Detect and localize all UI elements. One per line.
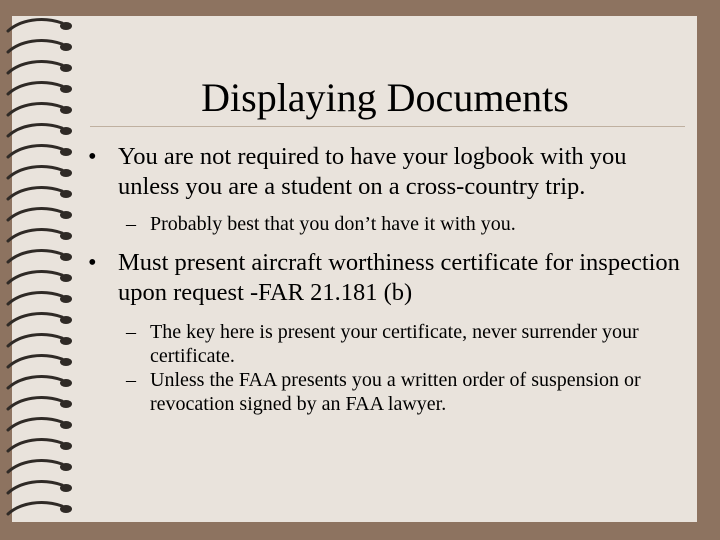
spiral-ring bbox=[8, 41, 62, 52]
sub-bullet-marker: – bbox=[126, 321, 136, 343]
spiral-hole bbox=[60, 463, 72, 471]
sub-bullet-text: Unless the FAA presents you a written order of suspension or revocation signed by an FAA lawyer. bbox=[150, 369, 641, 415]
spiral-ring bbox=[8, 83, 62, 94]
slide-title: Displaying Documents bbox=[201, 75, 569, 120]
spiral-hole bbox=[60, 274, 72, 282]
spiral-hole bbox=[60, 211, 72, 219]
spiral-ring bbox=[8, 272, 62, 283]
spiral-hole bbox=[60, 169, 72, 177]
spiral-ring bbox=[8, 20, 62, 31]
bullet-text: You are not required to have your logbook with you unless you are a student on a cross-country trip. bbox=[118, 143, 627, 200]
spiral-hole bbox=[60, 484, 72, 492]
spiral-ring bbox=[8, 314, 62, 325]
spiral-hole bbox=[60, 22, 72, 30]
spiral-ring bbox=[8, 419, 62, 430]
spiral-ring bbox=[8, 104, 62, 115]
spiral-ring bbox=[8, 230, 62, 241]
spiral-hole bbox=[60, 505, 72, 513]
spiral-hole bbox=[60, 358, 72, 366]
spiral-hole bbox=[60, 64, 72, 72]
bullet-marker: • bbox=[88, 143, 97, 170]
spiral-ring bbox=[8, 251, 62, 262]
bullet-item bbox=[88, 248, 688, 308]
spiral-hole bbox=[60, 106, 72, 114]
sub-bullet-marker: – bbox=[126, 369, 136, 391]
spiral-ring bbox=[8, 167, 62, 178]
spiral-ring bbox=[8, 188, 62, 199]
spiral-ring bbox=[8, 125, 62, 136]
spiral-binding-icon bbox=[0, 0, 90, 540]
sub-bullet-item bbox=[88, 368, 688, 416]
spiral-ring bbox=[8, 293, 62, 304]
sub-bullet-marker: – bbox=[126, 213, 136, 235]
spiral-ring bbox=[8, 377, 62, 388]
bullet-list bbox=[88, 142, 688, 416]
spiral-hole bbox=[60, 190, 72, 198]
spiral-ring bbox=[8, 461, 62, 472]
bullet-text: Must present aircraft worthiness certificate for inspection upon request -FAR 21.181 (b) bbox=[118, 249, 680, 306]
spiral-hole bbox=[60, 43, 72, 51]
spiral-ring bbox=[8, 482, 62, 493]
spiral-ring bbox=[8, 209, 62, 220]
spiral-ring bbox=[8, 146, 62, 157]
spiral-hole bbox=[60, 442, 72, 450]
spiral-ring bbox=[8, 62, 62, 73]
spiral-hole bbox=[60, 295, 72, 303]
spiral-hole bbox=[60, 232, 72, 240]
sub-bullet-item bbox=[88, 212, 688, 236]
spiral-hole bbox=[60, 85, 72, 93]
bullet-item bbox=[88, 142, 688, 202]
spiral-ring bbox=[8, 398, 62, 409]
spiral-hole bbox=[60, 148, 72, 156]
spiral-hole bbox=[60, 316, 72, 324]
spiral-hole bbox=[60, 379, 72, 387]
spiral-ring bbox=[8, 440, 62, 451]
spiral-hole bbox=[60, 400, 72, 408]
sub-bullet-item bbox=[88, 320, 688, 368]
sub-bullet-text: Probably best that you don’t have it with you. bbox=[150, 213, 516, 235]
spiral-ring bbox=[8, 335, 62, 346]
spiral-hole bbox=[60, 421, 72, 429]
sub-bullet-text: The key here is present your certificate, never surrender your certificate. bbox=[150, 321, 639, 367]
bullet-marker: • bbox=[88, 249, 97, 276]
spiral-hole bbox=[60, 337, 72, 345]
spiral-hole bbox=[60, 253, 72, 261]
spiral-hole bbox=[60, 127, 72, 135]
spiral-ring bbox=[8, 503, 62, 514]
title-divider bbox=[90, 126, 685, 127]
spiral-ring bbox=[8, 356, 62, 367]
